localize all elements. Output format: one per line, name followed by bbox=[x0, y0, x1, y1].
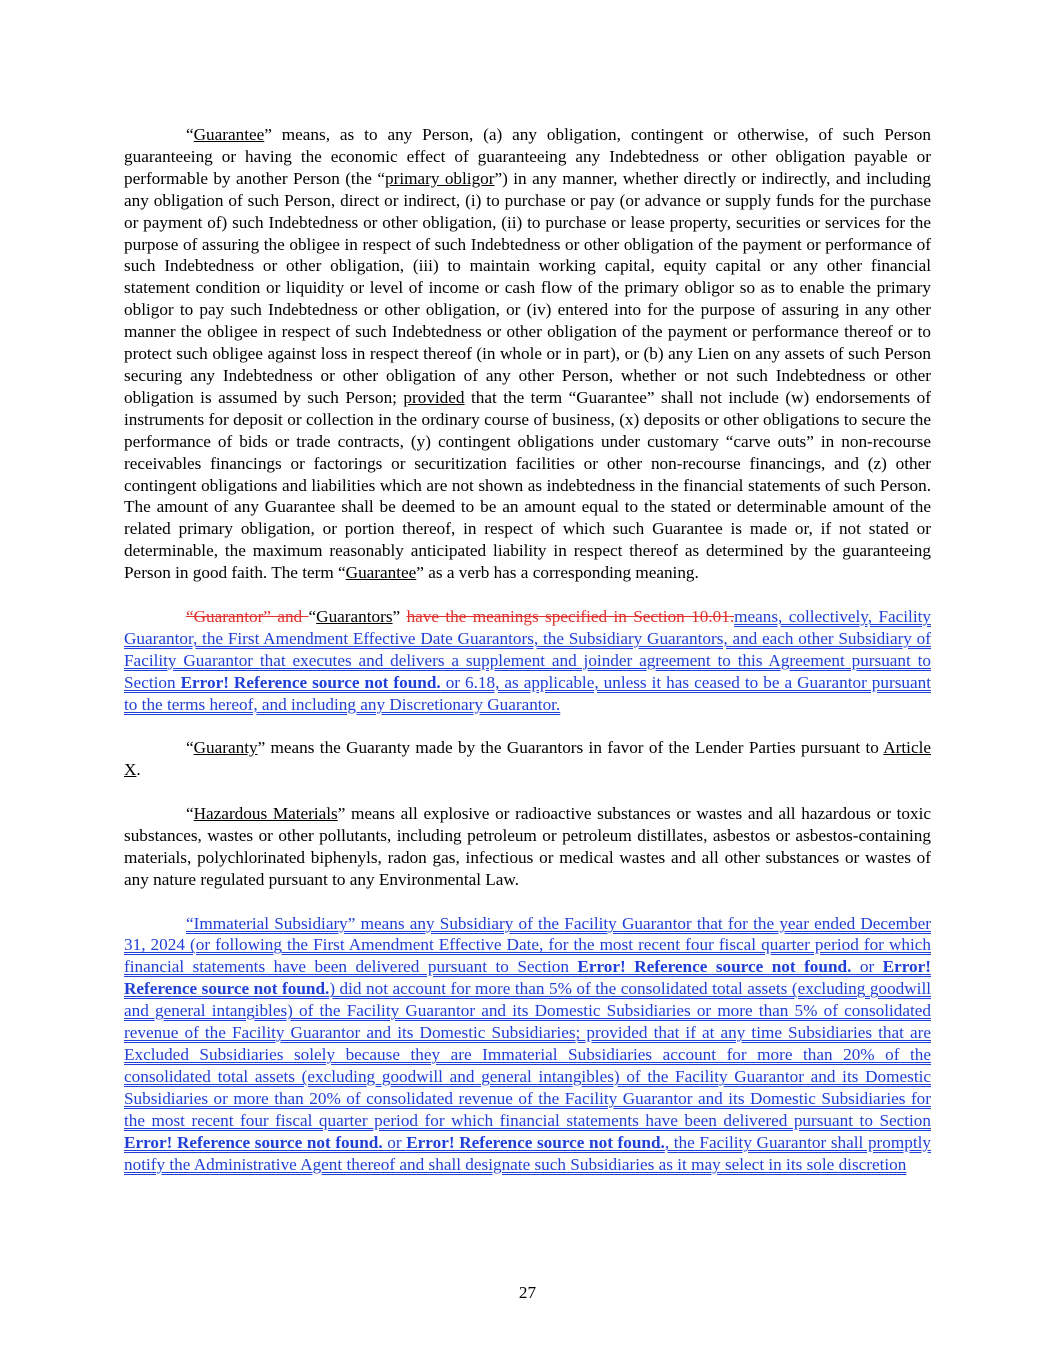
guarantee-text-1: ” means, as to any Person, (a) any obligation, contingent or otherwise, of such Person guaranteeing or having the economic effect of guaranteeing any Indebtedness or other obligation payable or performable by another Person (the “ bbox=[124, 125, 931, 188]
term-hazardous-materials: Hazardous Materials bbox=[193, 804, 338, 824]
inserted-text-1: “Immaterial Subsidiary” means any Subsidiary of the Facility Guarantor that for the year ended December 31, 2024 (or following the First Amendment Effective Date, for the most recent four fiscal quarter period for which financial statements have been delivered pursuant to Section bbox=[124, 913, 931, 977]
guarantee-text-2: ”) in any manner, whether directly or indirectly, and including any obligation of such Person, direct or indirect, (i) to purchase or pay (or advance or supply funds for the purchase or payment of) such Indebtedness or other obligation, (ii) to purchase or lease property, securities or services for the purpose of assuring the obligee in respect of such Indebtedness or other obligation of the payment or performance of such Indebtedness or other obligation, (iii) to maintain working capital, equity capital or any other financial statement condition or liquidity or level of income or cash flow of the primary obligor so as to enable the primary obligor to pay such Indebtedness or other obligation, or (iv) entered into for the purpose of assuring in any other manner the obligee in respect of such Indebtedness or other obligation of the payment or performance thereof or to protect such obligee against loss in respect thereof (in whole or in part), or (b) any Lien on any assets of such Person securing any Indebtedness or other obligation of any other Person, whether or not such Indebtedness or other obligation is assumed by such Person; bbox=[124, 168, 931, 407]
reference-error-2: Error! Reference source not found. bbox=[124, 957, 931, 999]
deleted-text-meanings: have the meanings specified in bbox=[406, 606, 634, 626]
guarantee-text-4: ” as a verb has a corresponding meaning. bbox=[416, 563, 699, 583]
hazardous-text: ” means all explosive or radioactive substances or wastes and all hazardous or toxic substances, wastes or other pollutants, including petroleum or petroleum distillates, asbestos or asbestos-containing materials, polychlorinated biphenyls, radon gas, infectious or medical wastes and all other substances or wastes of any nature regulated pursuant to any Environmental Law. bbox=[124, 804, 931, 889]
reference-error-4: Error! Reference source not found. bbox=[406, 1132, 665, 1152]
quote-open: “ bbox=[308, 606, 317, 626]
reference-error-3: Error! Reference source not found. bbox=[124, 1132, 383, 1152]
definition-hazardous-materials bbox=[124, 803, 931, 891]
quote-close: ” bbox=[392, 606, 407, 626]
reference-error: Error! Reference source not found. bbox=[180, 672, 441, 692]
deleted-period: . bbox=[729, 606, 735, 626]
inserted-text-1: means, collectively, Facility Guarantor, the First Amendment Effective Date Guarantors, the Subsidiary Guarantors, and each other Subsidiary of Facility Guarantor that executes and delivers a supplement and joinder agreement to this Agreement pursuant to Section bbox=[124, 606, 931, 692]
reference-error-1: Error! Reference source not found. bbox=[577, 957, 852, 977]
term-primary-obligor: primary obligor bbox=[385, 168, 495, 188]
document-page bbox=[124, 124, 931, 1197]
guaranty-text-1: ” means the Guaranty made by the Guarantors in favor of the Lender Parties pursuant to bbox=[257, 738, 884, 758]
term-guarantors: Guarantors bbox=[316, 606, 393, 626]
deleted-section-ref: Section 10.01 bbox=[633, 606, 730, 626]
guarantee-text-3: that the term “Guarantee” shall not include (w) endorsements of instruments for deposit or collection in the ordinary course of business, (x) deposits or other obligations to secure the performance of bids or trade contracts, (y) contingent obligations under customary “carve outs” in non-recourse receivables financings or factorings or securitization facilities or other non-recourse financings, and (z) other contingent obligations and liabilities which are not shown as indebtedness in the financial statements of such Person. The amount of any Guarantee shall be deemed to be an amount equal to the stated or determinable amount of the related primary obligation, or portion thereof, in respect of which such Guarantee is made or, if not stated or determinable, the maximum reasonably anticipated liability in respect thereof as determined by the guaranteeing Person in good faith. The term “ bbox=[124, 387, 931, 583]
quote-open: “ bbox=[186, 738, 194, 758]
definition-immaterial-subsidiary bbox=[124, 913, 931, 1176]
term-guarantee: Guarantee bbox=[193, 125, 265, 144]
definition-guarantors bbox=[124, 606, 931, 716]
term-guaranty: Guaranty bbox=[193, 738, 258, 758]
definition-guaranty bbox=[124, 737, 931, 781]
inserted-text-3: , the Facility Guarantor shall promptly notify the Administrative Agent thereof and shall designate such Subsidiaries as it may select in its sole discretion bbox=[124, 1132, 931, 1174]
inserted-or-1: or bbox=[851, 957, 883, 977]
definition-guarantee bbox=[124, 124, 931, 584]
guaranty-text-2: . bbox=[136, 760, 141, 780]
inserted-text-2: or 6.18, as applicable, unless it has ceased to be a Guarantor pursuant to the terms hereof, and including any Discretionary Guarantor. bbox=[124, 672, 931, 714]
article-x-link: Article X bbox=[124, 738, 931, 780]
inserted-or-2: or bbox=[382, 1132, 407, 1152]
quote-open: “ bbox=[186, 125, 194, 144]
deleted-text-guarantor: “Guarantor” and bbox=[186, 606, 309, 626]
term-provided: provided bbox=[403, 387, 465, 407]
quote-open: “ bbox=[186, 804, 194, 824]
term-guarantee-verb: Guarantee bbox=[345, 563, 417, 583]
page-number: 27 bbox=[518, 1283, 537, 1302]
inserted-text-2: ) did not account for more than 5% of the consolidated total assets (excluding goodwill and general intangibles) of the Facility Guarantor and its Domestic Subsidiaries or more than 5% of consolidated revenue of the Facility Guarantor and its Domestic Subsidiaries; provided that if at any time Subsidiaries that are Excluded Subsidiaries solely because they are Immaterial Subsidiaries account for more than 20% of the consolidated total assets (excluding goodwill and general intangibles) of the Facility Guarantor and its Domestic Subsidiaries or more than 20% of consolidated revenue of the Facility Guarantor and its Domestic Subsidiaries for the most recent four fiscal quarter period for which financial statements have been delivered pursuant to Section bbox=[124, 979, 931, 1130]
